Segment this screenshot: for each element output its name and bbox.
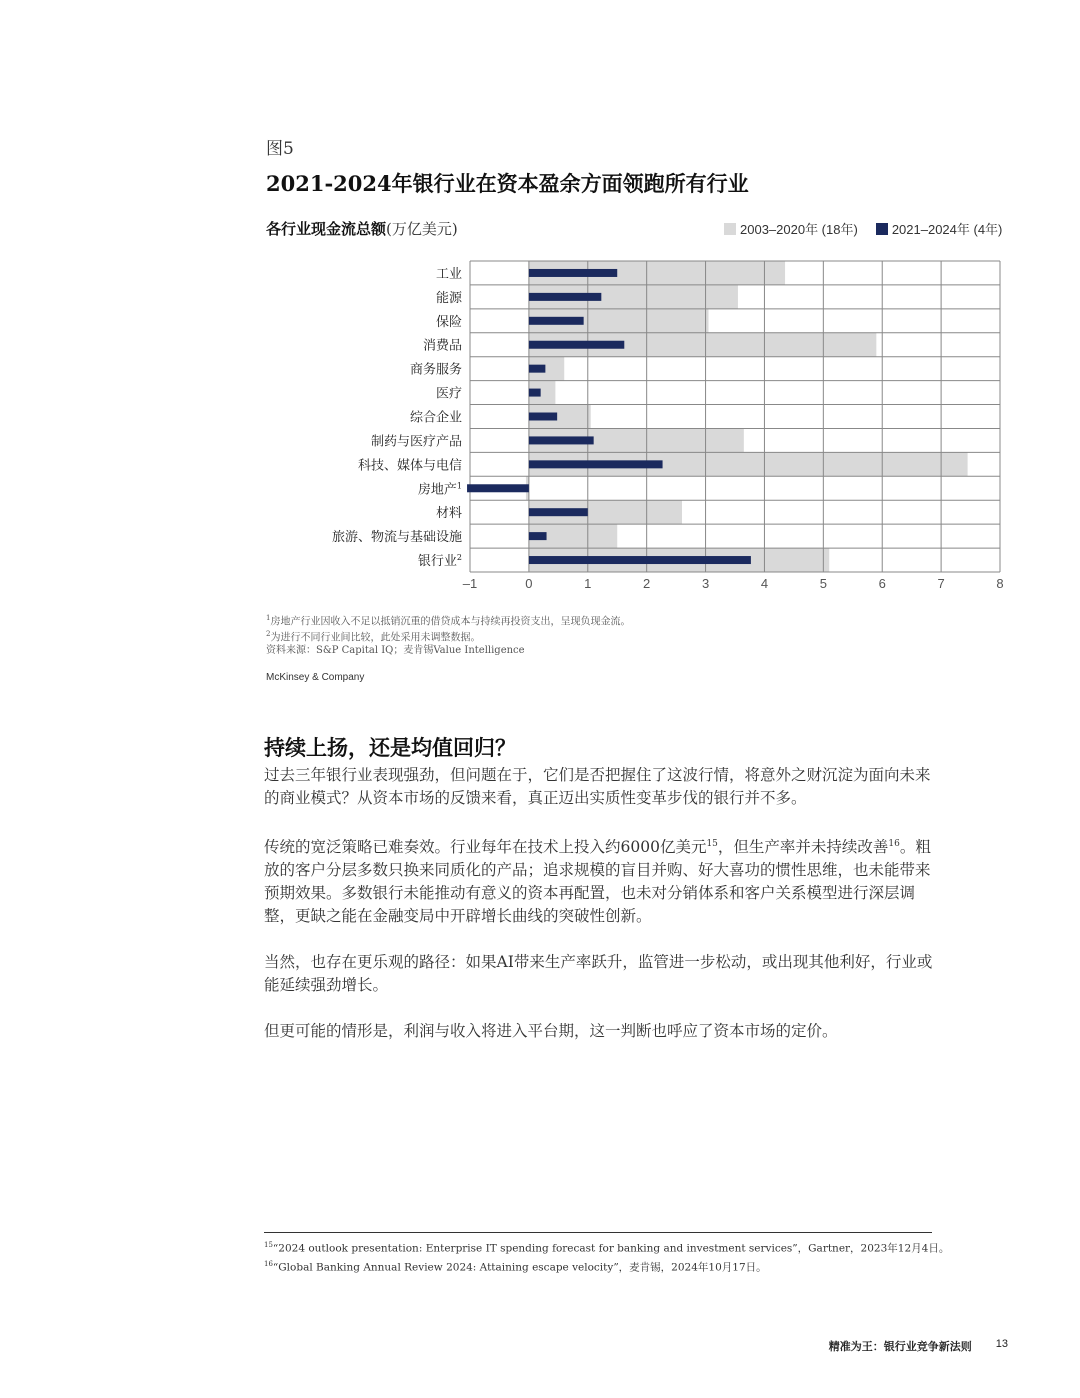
- footnote-16-text: “Global Banking Annual Review 2024: Attaining escape velocity”，麦肯锡，2024年10月17日。: [272, 1261, 767, 1273]
- page-footer: [829, 1338, 1008, 1354]
- category-label-11: 旅游、物流与基础设施: [331, 530, 462, 546]
- category-label-1: 能源: [435, 290, 462, 306]
- category-label-6: 综合企业: [409, 410, 462, 426]
- category-label-0: 工业: [435, 266, 462, 282]
- bar-2021-2024-7: [529, 436, 594, 444]
- footer-title: 精准为王：银行业竞争新法则: [828, 1340, 972, 1353]
- footnote-15-number: 15: [264, 1241, 273, 1249]
- category-label-4: 商务服务: [409, 362, 462, 378]
- x-tick-label-7: 6: [878, 576, 886, 591]
- chart-notes: [266, 612, 630, 657]
- paragraph-2: [264, 833, 944, 928]
- footnote-16-number: 16: [264, 1259, 273, 1268]
- category-label-9: 房地产$^1$: [417, 481, 462, 498]
- bar-2021-2024-2: [529, 317, 584, 325]
- chart-note-1-text: 房地产行业因收入不足以抵销沉重的借贷成本与持续再投资支出，呈现负现金流。: [270, 616, 631, 628]
- footnote-15: [264, 1238, 949, 1257]
- paragraph-4: 但更可能的情形是，利润与收入将进入平台期，这一判断也呼应了资本市场的定价。: [264, 1022, 838, 1041]
- x-tick-label-2: 1: [584, 576, 592, 591]
- chart-note-2-text: 为进行不同行业间比较，此处采用未调整数据。: [270, 632, 481, 644]
- category-label-5: 医疗: [435, 386, 462, 402]
- paragraph-2-part-a: 传统的宽泛策略已难奏效。行业每年在技术上投入约6000亿美元: [264, 838, 707, 857]
- category-label-7: 制药与医疗产品: [370, 434, 462, 450]
- footnote-16: [264, 1257, 949, 1276]
- bar-2021-2024-10: [529, 508, 588, 516]
- bar-2021-2024-11: [529, 532, 547, 540]
- bar-2021-2024-8: [529, 460, 663, 468]
- footnote-divider: [264, 1232, 932, 1233]
- bar-2021-2024-3: [529, 341, 624, 349]
- x-tick-label-5: 4: [760, 576, 769, 591]
- footnote-ref-16: 16: [888, 839, 900, 849]
- chart-subtitle-unit: (万亿美元): [386, 220, 458, 238]
- x-tick-label-9: 8: [996, 576, 1004, 591]
- category-label-3: 消费品: [422, 338, 462, 354]
- bar-chart: [0, 0, 1080, 600]
- bar-2021-2024-12: [529, 556, 751, 564]
- chart-source: 资料来源：S&P Capital IQ；麦肯锡Value Intelligence: [266, 644, 525, 656]
- x-tick-label-0: –1: [462, 576, 478, 591]
- body-text: [264, 764, 944, 1066]
- paragraph-1: 过去三年银行业表现强劲，但问题在于，它们是否把握住了这波行情，将意外之财沉淀为面向未来的商业模式？从资本市场的反馈来看，真正迈出实质性变革步伐的银行并不多。: [264, 766, 931, 807]
- x-tick-label-3: 2: [643, 576, 651, 591]
- footnotes: [264, 1238, 949, 1275]
- paragraph-2-part-b: ，但生产率并未持续改善: [717, 838, 889, 857]
- legend-label-2021-2024: 2021–2024年 (4年): [891, 222, 1003, 237]
- page-number: 13: [995, 1338, 1008, 1350]
- paragraph-2-part-c: 。粗放的客户分层多数只换来同质化的产品；追求规模的盲目并购、好大喜功的惯性思维，也未能带来预期效果。多数银行未能推动有意义的资本再配置，也未对分销体系和客户关系模型进行深层调整，更缺之能在金融变局中开辟增长曲线的突破性创新。: [264, 838, 931, 926]
- footnote-15-text: “2024 outlook presentation: Enterprise IT spending forecast for banking and investment services”，Gartner，2023年12月4日。: [272, 1242, 950, 1255]
- chart-note-1: $^1$房地产行业因收入不足以抵销沉重的借贷成本与持续再投资支出，呈现负现金流。: [266, 614, 631, 628]
- footnote-ref-15: 15: [706, 839, 718, 849]
- x-tick-label-4: 3: [701, 576, 710, 591]
- figure-title: 2021-2024年银行业在资本盈余方面领跑所有行业: [266, 171, 749, 196]
- brand-label: McKinsey & Company: [266, 672, 365, 683]
- x-tick-label-1: 0: [525, 576, 533, 591]
- x-tick-label-8: 7: [937, 576, 945, 591]
- bar-2021-2024-0: [529, 269, 617, 277]
- bar-2021-2024-5: [529, 389, 541, 397]
- category-label-2: 保险: [435, 314, 462, 330]
- paragraph-3: 当然，也存在更乐观的路径：如果AI带来生产率跃升，监管进一步松动，或出现其他利好，行业或能延续强劲增长。: [264, 953, 933, 995]
- chart-subtitle-main: 各行业现金流总额: [266, 220, 387, 238]
- category-label-10: 材料: [435, 506, 462, 522]
- bar-2021-2024-1: [529, 293, 601, 301]
- x-tick-label-6: 5: [819, 576, 827, 591]
- bar-2021-2024-6: [529, 413, 557, 421]
- legend-label-2003-2020: 2003–2020年 (18年): [740, 222, 858, 237]
- bar-2021-2024-9: [467, 484, 529, 492]
- bar-2021-2024-4: [529, 365, 545, 373]
- section-title: 持续上扬，还是均值回归？: [264, 735, 516, 760]
- chart-note-2: $^2$为进行不同行业间比较，此处采用未调整数据。: [266, 630, 481, 644]
- category-label-8: 科技、媒体与电信: [357, 458, 462, 474]
- category-label-12: 银行业$^2$: [417, 553, 462, 570]
- figure-label: 图5: [266, 139, 294, 159]
